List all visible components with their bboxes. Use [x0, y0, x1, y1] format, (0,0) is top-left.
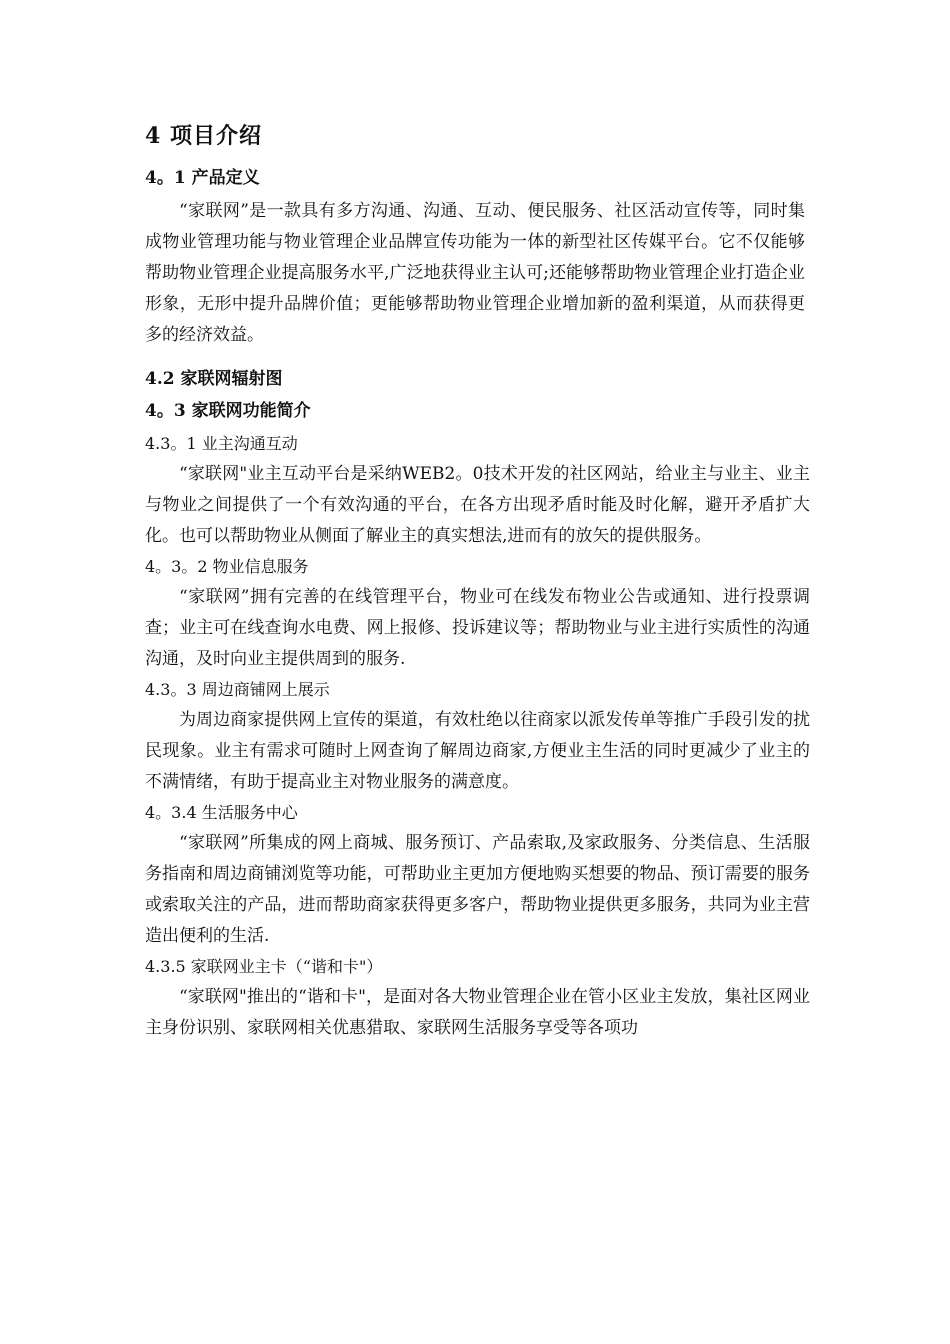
heading-radiation-diagram: 4.2 家联网辐射图 [145, 369, 283, 389]
heading-nearby-shops: 4.3。3 周边商铺网上展示 [145, 680, 330, 699]
paragraph-owner-communication: “家联网"业主互动平台是采纳WEB2。0技术开发的社区网站，给业主与业主、业主与物业之间提供了一个有效沟通的平台，在各方出现矛盾时能及时化解，避开矛盾扩大化。也可以帮助物业从侧面了解业主的真实想法,进而有的放矢的提供服务。 [145, 464, 810, 546]
heading-life-service-center: 4。3.4 生活服务中心 [145, 803, 298, 822]
paragraph-product-definition: “家联网”是一款具有多方沟通、沟通、互动、便民服务、社区活动宣传等，同时集成物业管理功能与物业管理企业品牌宣传功能为一体的新型社区传媒平台。它不仅能够帮助物业管理企业提高服务水平,广泛地获得业主认可;还能够帮助物业管理企业打造企业形象，无形中提升品牌价值；更能够帮助物业管理企业增加新的盈利渠道，从而获得更多的经济效益。 [145, 201, 805, 345]
paragraph-life-service-center: “家联网”所集成的网上商城、服务预订、产品索取,及家政服务、分类信息、生活服务指南和周边商铺浏览等功能，可帮助业主更加方便地购买想要的物品、预订需要的服务或索取关注的产品，进而帮助商家获得更多客户，帮助物业提供更多服务，共同为业主营造出便利的生活. [145, 833, 810, 946]
paragraph-property-info-service: “家联网”拥有完善的在线管理平台，物业可在线发布物业公告或通知、进行投票调查；业主可在线查询水电费、网上报修、投诉建议等；帮助物业与业主进行实质性的沟通沟通，及时向业主提供周到的服务. [145, 587, 810, 669]
paragraph-owner-card: “家联网"推出的“谐和卡"，是面对各大物业管理企业在管小区业主发放，集社区网业主身份识别、家联网相关优惠猎取、家联网生活服务享受等各项功 [145, 987, 810, 1038]
document-body [145, 118, 810, 1044]
paragraph-nearby-shops: 为周边商家提供网上宣传的渠道，有效杜绝以往商家以派发传单等推广手段引发的扰民现象。业主有需求可随时上网查询了解周边商家,方便业主生活的同时更减少了业主的不满情绪，有助于提高业主对物业服务的满意度。 [145, 710, 810, 792]
section-title: 4 项目介绍 [145, 123, 262, 149]
heading-feature-overview: 4。3 家联网功能简介 [145, 401, 311, 421]
heading-owner-communication: 4.3。1 业主沟通互动 [145, 434, 298, 453]
heading-product-definition: 4。1 产品定义 [145, 168, 260, 188]
heading-owner-card: 4.3.5 家联网业主卡（“谐和卡"） [145, 957, 383, 976]
heading-property-info-service: 4。3。2 物业信息服务 [145, 557, 309, 576]
